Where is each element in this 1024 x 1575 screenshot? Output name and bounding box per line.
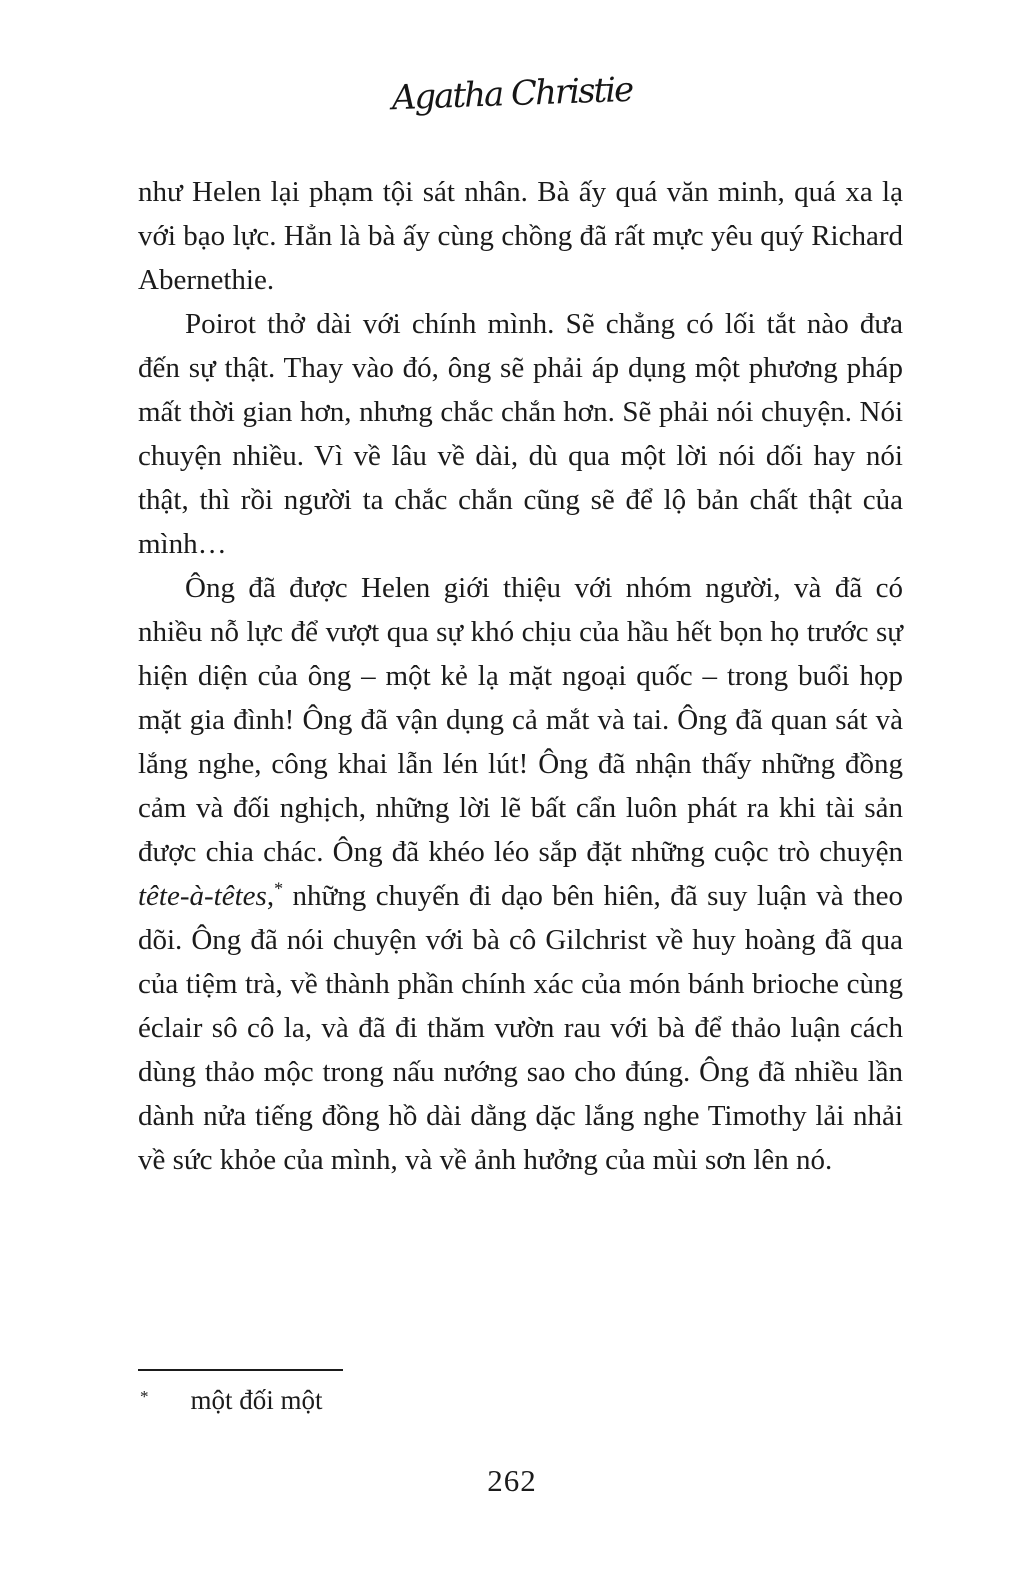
paragraph-segment: , xyxy=(266,880,275,912)
paragraph-segment: những chuyến đi dạo bên hiên, đã suy luận và theo dõi. Ông đã nói chuyện với bà cô Gilchrist về huy hoàng đã qua của tiệm trà, về thành phần chính xác của món bánh brioche cùng éclair sô cô la, và đã đi thăm vườn rau với bà để thảo luận cách dùng thảo mộc trong nấu nướng sao cho đúng. Ông đã nhiều lần dành nửa tiếng đồng hồ dài dằng dặc lắng nghe Timothy lải nhải về sức khỏe của mình, và về ảnh hưởng của mùi sơn lên nó. xyxy=(138,880,903,1176)
body-text xyxy=(138,170,903,1182)
footnote xyxy=(140,1382,900,1418)
italic-phrase: tête-à-têtes xyxy=(138,880,267,912)
footnote-marker: * xyxy=(140,1387,149,1406)
footnote-text: một đối một xyxy=(190,1385,323,1415)
footnote-reference-marker: * xyxy=(274,878,284,899)
footnote-separator xyxy=(138,1369,343,1371)
paragraph-segment: Ông đã được Helen giới thiệu với nhóm người, và đã có nhiều nỗ lực để vượt qua sự khó chịu của hầu hết bọn họ trước sự hiện diện của ông – một kẻ lạ mặt ngoại quốc – trong buổi họp mặt gia đình! Ông đã vận dụng cả mắt và tai. Ông đã quan sát và lắng nghe, công khai lẫn lén lút! Ông đã nhận thấy những đồng cảm và đối nghịch, những lời lẽ bất cẩn luôn phát ra khi tài sản được chia chác. Ông đã khéo léo sắp đặt những cuộc trò chuyện xyxy=(138,572,903,868)
paragraph-poirot: Poirot thở dài với chính mình. Sẽ chẳng có lối tắt nào đưa đến sự thật. Thay vào đó, ông sẽ phải áp dụng một phương pháp mất thời gian hơn, nhưng chắc chắn hơn. Sẽ phải nói chuyện. Nói chuyện nhiều. Vì về lâu về dài, dù qua một lời nói dối hay nói thật, thì rồi người ta chắc chắn cũng sẽ để lộ bản chất thật của mình… xyxy=(138,308,903,560)
page-number: 262 xyxy=(487,1463,537,1498)
agatha-christie-signature-logo: Agatha Christie xyxy=(391,69,633,119)
paragraph-observation xyxy=(138,566,903,1182)
paragraph-continuation: như Helen lại phạm tội sát nhân. Bà ấy quá văn minh, quá xa lạ với bạo lực. Hẳn là bà ấy cùng chồng đã rất mực yêu quý Richard Abernethie. xyxy=(138,176,903,296)
